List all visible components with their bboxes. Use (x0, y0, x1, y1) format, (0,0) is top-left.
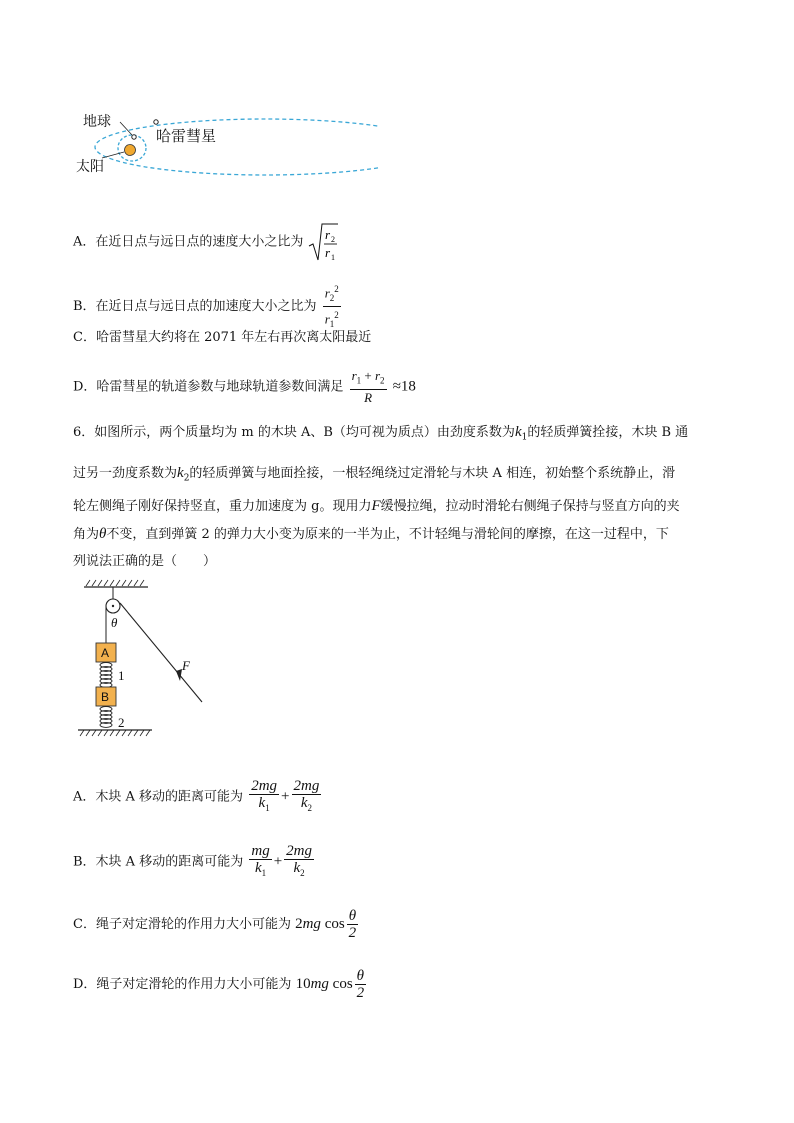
sun-dot (125, 145, 136, 156)
q5-option-a[interactable]: A．在近日点与远日点的速度大小之比为 r 2 r 1 (73, 222, 338, 262)
orbit-figure (70, 100, 380, 200)
block-a-label: A (101, 646, 110, 660)
fraction-r1-plus-r2-over-R: $\frac{r_1 + r_2}{R}$ (351, 368, 385, 405)
comet-label: 哈雷彗星 (156, 127, 217, 145)
earth-dot (132, 135, 136, 139)
comet-orbit (95, 119, 380, 175)
sqrt-r2-over-r1 (308, 222, 338, 262)
svg-text:r: r (324, 227, 330, 242)
q6-stem-line-3: 轮左侧绳子刚好保持竖直，重力加速度为 g。现用力F缓慢拉绳，拉动时滑轮右侧绳子保持与竖直方向的夹 (73, 498, 680, 514)
theta-label: θ (111, 615, 118, 630)
q6-option-b[interactable]: B．木块 A 移动的距离可能为 $\frac{mg}{k_1}$ + $\frac{2mg}{k_2}$ (73, 843, 313, 878)
spring-2-label: 2 (118, 715, 125, 730)
q6-option-d[interactable]: D．绳子对定滑轮的作用力大小可能为 10mg cos $\frac{\theta}{2}$ (73, 968, 365, 1001)
q6-stem-line-5: 列说法正确的是（ ） (73, 554, 217, 569)
sun-label: 太阳 (76, 159, 104, 175)
q6-option-c[interactable]: C．绳子对定滑轮的作用力大小可能为 2mg cos $\frac{\theta}{2}$ (73, 908, 357, 941)
force-label: F (182, 658, 190, 673)
q6-stem-line-4: 角为θ不变，直到弹簧 2 的弹力大小变为原来的一半为止，不计轻绳与滑轮间的摩擦，在这一过程中，下 (73, 526, 669, 542)
fraction-r2sq-over-r1sq: $\frac{r_2^2}{r_1^2}$ (323, 281, 341, 332)
q6-option-a[interactable]: A．木块 A 移动的距离可能为 $\frac{2mg}{k_1}$ + $\frac{2mg}{k_2}$ (73, 778, 320, 813)
q6-stem-line-1: 6．如图所示，两个质量均为 m 的木块 A、B（均可视为质点）由劲度系数为$k_1$的轻质弹簧拴接，木块 B 通 (73, 424, 689, 443)
comet-dot (154, 120, 158, 124)
pulley-figure (70, 575, 220, 745)
pull-rope (120, 603, 202, 702)
svg-text:r: r (324, 245, 330, 260)
svg-text:1: 1 (330, 253, 335, 262)
svg-text:2: 2 (330, 235, 335, 244)
q5-option-c[interactable]: C．哈雷彗星大约将在 2071 年左右再次离太阳最近 (73, 330, 372, 345)
q5-option-d[interactable]: D．哈雷彗星的轨道参数与地球轨道参数间满足 $\frac{r_1 + r_2}{R}$ ≈18 (73, 368, 416, 405)
block-b-label: B (101, 690, 110, 704)
spring-1-label: 1 (118, 668, 125, 683)
q6-stem-line-2: 过另一劲度系数为$k_2$的轻质弹簧与地面拴接，一根轻绳绕过定滑轮与木块 A 相连，初始整个系统静止，滑 (73, 465, 676, 484)
q5-option-b[interactable]: B．在近日点与远日点的加速度大小之比为 $\frac{r_2^2}{r_1^2}$ (73, 281, 343, 332)
earth-label: 地球 (83, 114, 111, 130)
